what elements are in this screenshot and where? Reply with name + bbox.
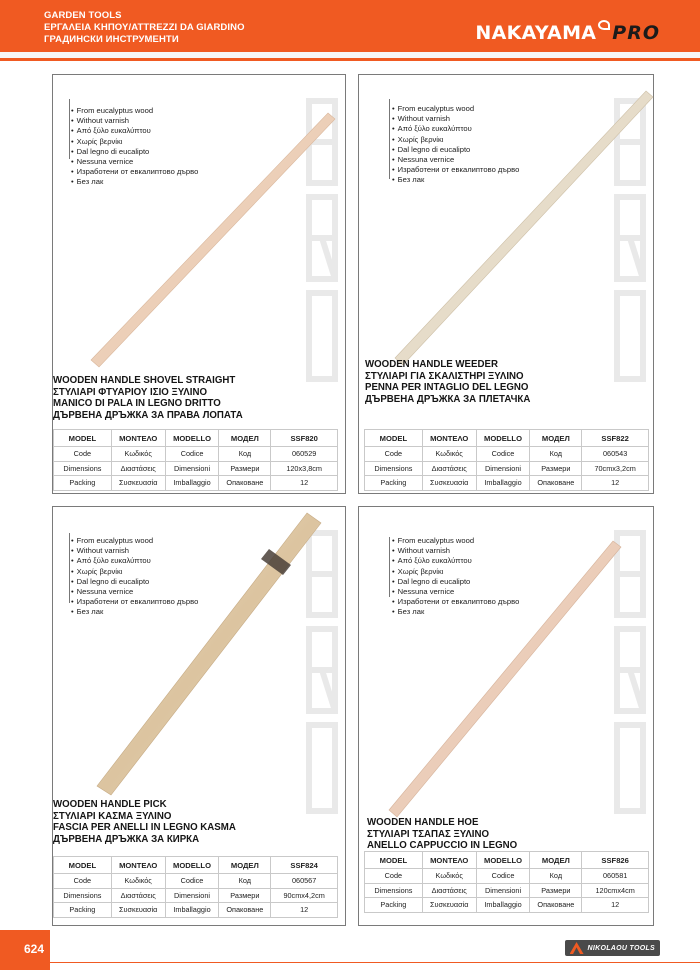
- packing-value: 12: [582, 476, 649, 491]
- header-model-bg: МОДЕЛ: [219, 430, 271, 447]
- code-value: 060581: [582, 869, 649, 884]
- feature-item: • Από ξύλο ευκαλύπτου: [392, 556, 519, 566]
- header-model-it: MODELLO: [165, 857, 219, 874]
- category-line-bg: ГРАДИНСКИ ИНСТРУМЕНТИ: [44, 34, 179, 45]
- label-dimensions-it: Dimensioni: [476, 883, 530, 898]
- brand-swoosh-icon: [598, 20, 610, 30]
- spec-row-dimensions: [365, 461, 649, 476]
- header-model-it: MODELLO: [476, 430, 530, 447]
- label-dimensions-bg: Размери: [219, 888, 271, 903]
- label-code-it: Codice: [165, 874, 219, 889]
- spec-table: [53, 856, 338, 918]
- label-packing: Packing: [54, 903, 112, 918]
- spec-row-dimensions: [365, 883, 649, 898]
- header-model-gr: ΜΟΝΤΕΛΟ: [422, 430, 476, 447]
- feature-item: • Without varnish: [71, 116, 198, 126]
- brand-logo: [475, 22, 660, 44]
- model-number: SSF826: [582, 852, 649, 869]
- product-titles: [53, 375, 243, 421]
- label-packing: Packing: [365, 476, 423, 491]
- product-title-en: WOODEN HANDLE WEEDER: [365, 359, 498, 370]
- label-packing-it: Imballaggio: [476, 898, 530, 913]
- product-image-hoe-handle: [383, 537, 627, 821]
- label-dimensions-bg: Размери: [530, 883, 582, 898]
- feature-item: • Χωρίς βερνίκι: [71, 137, 198, 147]
- spec-table: [364, 429, 649, 491]
- label-dimensions-gr: Διαστάσεις: [422, 883, 476, 898]
- feature-item: • Dal legno di eucalipto: [71, 577, 198, 587]
- feature-item: • Χωρίς βερνίκι: [392, 567, 519, 577]
- feature-item: • Изработени от евкалиптово дърво: [71, 167, 198, 177]
- feature-item: • Nessuna vernice: [392, 587, 519, 597]
- spec-row-packing: [54, 476, 338, 491]
- model-number: SSF822: [582, 430, 649, 447]
- label-code-gr: Κωδικός: [422, 447, 476, 462]
- brand-suffix: PRO: [612, 22, 660, 44]
- feature-item: • Без лак: [392, 607, 519, 617]
- label-packing-it: Imballaggio: [165, 476, 219, 491]
- code-value: 060543: [582, 447, 649, 462]
- feature-item: • Без лак: [71, 177, 198, 187]
- product-card-ssf824: [52, 506, 346, 926]
- label-code-gr: Κωδικός: [111, 874, 165, 889]
- label-packing-gr: Συσκευασία: [111, 903, 165, 918]
- feature-item: • Without varnish: [392, 546, 519, 556]
- label-code-bg: Код: [219, 874, 271, 889]
- product-card-ssf822: [358, 74, 654, 494]
- label-code: Code: [54, 447, 112, 462]
- feature-item: • Nessuna vernice: [71, 157, 198, 167]
- product-image-pick-handle: [93, 509, 333, 799]
- label-code-gr: Κωδικός: [422, 869, 476, 884]
- label-packing-bg: Опаковане: [530, 476, 582, 491]
- feature-item: • Изработени от евкалиптово дърво: [392, 165, 519, 175]
- label-packing-gr: Συσκευασία: [422, 898, 476, 913]
- bullet-rule: [69, 533, 70, 603]
- feature-item: • Nessuna vernice: [392, 155, 519, 165]
- product-title-en: WOODEN HANDLE HOE: [367, 817, 479, 828]
- label-code: Code: [54, 874, 112, 889]
- spec-row-code: [365, 447, 649, 462]
- feature-item: • Без лак: [71, 607, 198, 617]
- feature-item: • Dal legno di eucalipto: [392, 577, 519, 587]
- header-model: MODEL: [365, 430, 423, 447]
- product-title-gr: ΣΤΥΛΙΑΡΙ ΤΣΑΠΑΣ ΞΥΛΙΝΟ: [367, 828, 490, 840]
- spec-row-packing: [365, 898, 649, 913]
- label-packing-gr: Συσκευασία: [111, 476, 165, 491]
- product-title-bg: ДЪРВЕНА ДРЪЖКА ЗА ПЛЕТАЧКА: [365, 393, 531, 405]
- spec-row-packing: [54, 903, 338, 918]
- packing-value: 12: [271, 903, 338, 918]
- bullet-rule: [69, 99, 70, 159]
- page-number: 624: [24, 942, 45, 956]
- label-dimensions-gr: Διαστάσεις: [422, 461, 476, 476]
- spec-row-code: [54, 447, 338, 462]
- feature-item: • Από ξύλο ευκαλύπτου: [392, 124, 519, 134]
- header-model-bg: МОДЕЛ: [530, 430, 582, 447]
- label-packing-it: Imballaggio: [476, 476, 530, 491]
- label-packing: Packing: [365, 898, 423, 913]
- spec-header-row: [54, 430, 338, 447]
- label-packing-bg: Опаковане: [219, 476, 271, 491]
- feature-item: • Without varnish: [392, 114, 519, 124]
- feature-item: • From eucalyptus wood: [392, 536, 519, 546]
- category-line-en: GARDEN TOOLS: [44, 10, 122, 21]
- product-title-gr: ΣΤΥΛΙΑΡΙ ΚΑΣΜΑ ΞΥΛΙΝΟ: [53, 810, 172, 822]
- feature-item: • Изработени от евкалиптово дърво: [392, 597, 519, 607]
- header-model-it: MODELLO: [476, 852, 530, 869]
- label-code-it: Codice: [165, 447, 219, 462]
- page-header: [0, 0, 700, 52]
- header-model-bg: МОДЕЛ: [530, 852, 582, 869]
- product-titles: [367, 817, 517, 852]
- label-dimensions-bg: Размери: [219, 461, 271, 476]
- feature-item: • Without varnish: [71, 546, 198, 556]
- label-packing-it: Imballaggio: [165, 903, 219, 918]
- header-rule: [0, 58, 700, 61]
- category-heading: [0, 10, 245, 46]
- label-packing-gr: Συσκευασία: [422, 476, 476, 491]
- spec-table: [53, 429, 338, 491]
- footer-logo: [565, 940, 660, 956]
- header-model: MODEL: [54, 430, 112, 447]
- label-dimensions: Dimensions: [54, 461, 112, 476]
- code-value: 060529: [271, 447, 338, 462]
- feature-item: • Από ξύλο ευκαλύπτου: [71, 126, 198, 136]
- label-code: Code: [365, 869, 423, 884]
- label-code: Code: [365, 447, 423, 462]
- label-packing-bg: Опаковане: [219, 903, 271, 918]
- label-dimensions: Dimensions: [54, 888, 112, 903]
- spec-row-code: [365, 869, 649, 884]
- spec-header-row: [365, 430, 649, 447]
- label-dimensions-it: Dimensioni: [165, 888, 219, 903]
- dimensions-value: 120cmx4cm: [582, 883, 649, 898]
- dimensions-value: 90cmx4,2cm: [271, 888, 338, 903]
- product-title-gr: ΣΤΥΛΙΑΡΙ ΦΤΥΑΡΙΟΥ ΙΣΙΟ ΞΥΛΙΝΟ: [53, 386, 207, 398]
- label-dimensions: Dimensions: [365, 883, 423, 898]
- feature-item: • Nessuna vernice: [71, 587, 198, 597]
- label-code-bg: Код: [219, 447, 271, 462]
- spec-row-dimensions: [54, 888, 338, 903]
- spec-table: [364, 851, 649, 913]
- model-number: SSF824: [271, 857, 338, 874]
- product-card-ssf820: [52, 74, 346, 494]
- product-title-it: MANICO DI PALA IN LEGNO DRITTO: [53, 398, 221, 410]
- product-card-ssf826: [358, 506, 654, 926]
- spec-header-row: [365, 852, 649, 869]
- footer-logo-text: NIKOLAOU TOOLS: [587, 944, 655, 952]
- header-model: MODEL: [365, 852, 423, 869]
- header-model-gr: ΜΟΝΤΕΛΟ: [111, 857, 165, 874]
- label-dimensions-it: Dimensioni: [476, 461, 530, 476]
- label-code-it: Codice: [476, 869, 530, 884]
- label-dimensions-gr: Διαστάσεις: [111, 461, 165, 476]
- product-title-it: PENNA PER INTAGLIO DEL LEGNO: [365, 382, 529, 394]
- page-number-tab: [0, 930, 50, 970]
- spec-row-dimensions: [54, 461, 338, 476]
- product-titles: [365, 359, 530, 405]
- label-packing: Packing: [54, 476, 112, 491]
- feature-item: • Χωρίς βερνίκι: [71, 567, 198, 577]
- spec-header-row: [54, 857, 338, 874]
- header-model-it: MODELLO: [165, 430, 219, 447]
- feature-item: • From eucalyptus wood: [392, 104, 519, 114]
- feature-item: • Изработени от евкалиптово дърво: [71, 597, 198, 607]
- feature-item: • From eucalyptus wood: [71, 536, 198, 546]
- label-code-gr: Κωδικός: [111, 447, 165, 462]
- packing-value: 12: [582, 898, 649, 913]
- header-model: MODEL: [54, 857, 112, 874]
- footer-rule: [50, 962, 700, 963]
- feature-item: • Dal legno di eucalipto: [392, 145, 519, 155]
- packing-value: 12: [271, 476, 338, 491]
- product-title-it: FASCIA PER ANELLI IN LEGNO KASMA: [53, 822, 236, 834]
- label-code-bg: Код: [530, 869, 582, 884]
- category-line-gr-it: ΕΡΓΑΛΕΙΑ ΚΗΠΟΥ/ATTREZZI DA GIARDINO: [44, 22, 245, 33]
- model-number: SSF820: [271, 430, 338, 447]
- feature-item: • Dal legno di eucalipto: [71, 147, 198, 157]
- label-code-it: Codice: [476, 447, 530, 462]
- spec-row-code: [54, 874, 338, 889]
- label-code-bg: Код: [530, 447, 582, 462]
- dimensions-value: 70cmx3,2cm: [582, 461, 649, 476]
- feature-item: • Από ξύλο ευκαλύπτου: [71, 556, 198, 566]
- dimensions-value: 120x3,8cm: [271, 461, 338, 476]
- label-packing-bg: Опаковане: [530, 898, 582, 913]
- product-title-gr: ΣΤΥΛΙΑΡΙ ΓΙΑ ΣΚΑΛΙΣΤΗΡΙ ΞΥΛΙΝΟ: [365, 370, 524, 382]
- header-model-gr: ΜΟΝΤΕΛΟ: [422, 852, 476, 869]
- product-image-shovel-handle: [83, 105, 343, 375]
- product-title-it: ANELLO CAPPUCCIO IN LEGNO: [367, 840, 518, 852]
- label-dimensions-it: Dimensioni: [165, 461, 219, 476]
- feature-item: • Χωρίς βερνίκι: [392, 135, 519, 145]
- spec-row-packing: [365, 476, 649, 491]
- label-dimensions: Dimensions: [365, 461, 423, 476]
- header-model-bg: МОДЕЛ: [219, 857, 271, 874]
- header-model-gr: ΜΟΝΤΕΛΟ: [111, 430, 165, 447]
- product-image-weeder-handle: [387, 87, 657, 367]
- brand-name: NAKAYAMA: [475, 22, 597, 44]
- product-title-bg: ДЪРВЕНА ДРЪЖКА ЗА КИРКА: [53, 833, 200, 845]
- feature-item: • From eucalyptus wood: [71, 106, 198, 116]
- product-title-en: WOODEN HANDLE SHOVEL STRAIGHT: [53, 375, 236, 386]
- product-titles: [53, 799, 236, 845]
- label-dimensions-bg: Размери: [530, 461, 582, 476]
- product-title-en: WOODEN HANDLE PICK: [53, 799, 167, 810]
- feature-item: • Без лак: [392, 175, 519, 185]
- code-value: 060567: [271, 874, 338, 889]
- product-title-bg: ДЪРВЕНА ДРЪЖКА ЗА ПРАВА ЛОПАТА: [53, 409, 243, 421]
- nikolaou-logo-icon: [570, 942, 584, 954]
- label-dimensions-gr: Διαστάσεις: [111, 888, 165, 903]
